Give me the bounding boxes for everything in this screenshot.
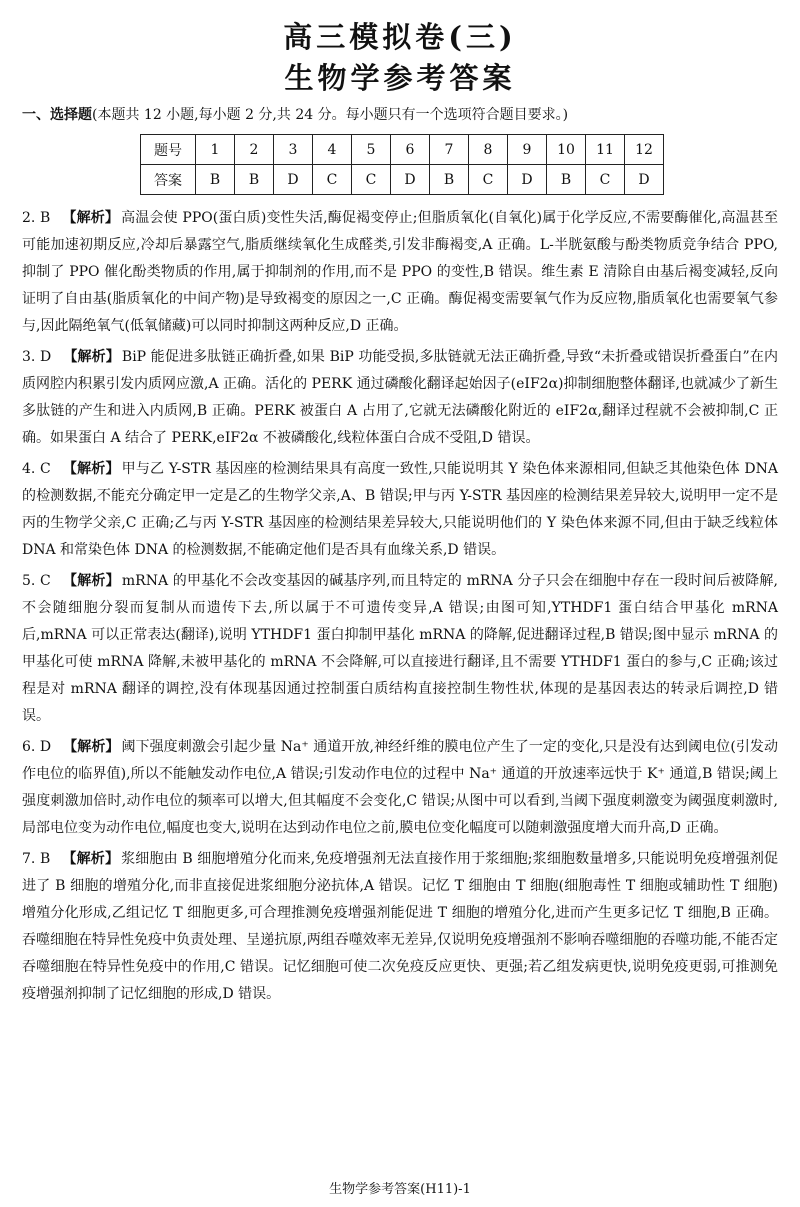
page-title: 高三模拟卷(三) [283, 20, 517, 54]
table-cell-number: 8 [469, 135, 508, 165]
table-cell-number: 9 [508, 135, 547, 165]
item-text: 阈下强度刺激会引起少量 Na⁺ 通道开放,神经纤维的膜电位产生了一定的变化,只是没有达到阈电位(引发动作电位的临界值),所以不能触发动作电位,A 错误;引发动作电位的过程中 Na⁺ 通道的开放速率远快于 K⁺ 通道,B 错误;阈上强度刺激加倍时,动作电位的频率可以增大,但其幅度不会变化,C 错误;从图中可以看到,当阈下强度刺激变为阈强度刺激时,局部电位变为动作电位,幅度也变大,说明在达到动作电位之前,膜电位变化幅度可以随刺激强度增大而升高,D 正确。 [22, 739, 778, 836]
item-number: 7. B [22, 851, 51, 867]
table-cell-number: 7 [430, 135, 469, 165]
table-cell-answer: C [469, 165, 508, 195]
item-number: 3. D [22, 349, 52, 365]
answer-table-answer-row [141, 165, 664, 195]
table-cell-answer: B [235, 165, 274, 195]
explanation-item [22, 846, 778, 1008]
section-instructions: (本题共 12 小题,每小题 2 分,共 24 分。每小题只有一个选项符合题目要求。) [92, 107, 569, 123]
explanation-item [22, 344, 778, 452]
table-cell-number: 5 [352, 135, 391, 165]
analysis-tag: 【解析】 [62, 210, 120, 226]
table-cell-answer: C [352, 165, 391, 195]
table-cell-number: 4 [313, 135, 352, 165]
answer-table [140, 134, 664, 195]
explanation-item [22, 734, 778, 842]
table-cell-answer: D [274, 165, 313, 195]
table-cell-answer: C [586, 165, 625, 195]
section-heading [22, 104, 778, 126]
item-text: 高温会使 PPO(蛋白质)变性失活,酶促褐变停止;但脂质氧化(自氧化)属于化学反应,不需要酶催化,高温甚至可能加速初期反应,冷却后暴露空气,脂质继续氧化生成醛类,引发非酶褐变,A 正确。L-半胱氨酸与酚类物质竞争结合 PPO,抑制了 PPO 催化酚类物质的作用,属于抑制剂的作用,而不是 PPO 的变性,B 错误。维生素 E 清除自由基后褐变减轻,反向证明了自由基(脂质氧化的中间产物)是导致褐变的原因之一,C 正确。酶促褐变需要氧气作为反应物,脂质氧化也需要氧气参与,因此隔绝氧气(低氧储藏)可以同时抑制这两种反应,D 正确。 [22, 210, 778, 334]
item-number: 5. C [22, 573, 51, 589]
explanation-item [22, 568, 778, 730]
table-cell-answer: B [430, 165, 469, 195]
item-number: 4. C [22, 461, 51, 477]
analysis-tag: 【解析】 [63, 349, 120, 365]
item-text: mRNA 的甲基化不会改变基因的碱基序列,而且特定的 mRNA 分子只会在细胞中存在一段时间后被降解,不会随细胞分裂而复制从而遗传下去,所以属于不可遗传变异,A 错误;由图可知,YTHDF1 蛋白结合甲基化 mRNA 后,mRNA 可以正常表达(翻译),说明 YTHDF1 蛋白抑制甲基化 mRNA 的降解,促进翻译过程,B 错误;图中显示 mRNA 的甲基化可使 mRNA 降解,未被甲基化的 mRNA 不会降解,可以直接进行翻译,且不需要 YTHDF1 蛋白的参与,C 正确;该过程是对 mRNA 翻译的调控,没有体现基因通过控制蛋白质结构直接控制生物性状,体现的是基因表达的转录后调控,D 错误。 [22, 573, 778, 724]
explanation-item [22, 205, 778, 340]
table-header-number: 题号 [141, 135, 196, 165]
table-cell-answer: D [508, 165, 547, 195]
analysis-tag: 【解析】 [63, 739, 120, 755]
section-label: 一、选择题 [22, 107, 92, 123]
table-cell-answer: D [391, 165, 430, 195]
table-cell-answer: B [196, 165, 235, 195]
table-cell-answer: D [625, 165, 664, 195]
analysis-tag: 【解析】 [62, 573, 120, 589]
table-cell-number: 2 [235, 135, 274, 165]
table-cell-number: 6 [391, 135, 430, 165]
table-cell-number: 12 [625, 135, 664, 165]
explanation-item [22, 456, 778, 564]
item-text: 甲与乙 Y-STR 基因座的检测结果具有高度一致性,只能说明其 Y 染色体来源相同,但缺乏其他染色体 DNA 的检测数据,不能充分确定甲一定是乙的生物学父亲,A、B 错误;甲与丙 Y-STR 基因座的检测结果差异较大,说明甲一定不是丙的生物学父亲,C 正确;乙与丙 Y-STR 基因座的检测结果差异较大,只能说明他们的 Y 染色体来源不同,但由于缺乏线粒体 DNA 和常染色体 DNA 的检测数据,不能确定他们是否具有血缘关系,D 错误。 [22, 461, 779, 558]
table-cell-number: 3 [274, 135, 313, 165]
item-number: 6. D [22, 739, 52, 755]
table-cell-number: 11 [586, 135, 625, 165]
analysis-tag: 【解析】 [62, 851, 120, 867]
item-text: BiP 能促进多肽链正确折叠,如果 BiP 功能受损,多肽链就无法正确折叠,导致“未折叠或错误折叠蛋白”在内质网腔内积累引发内质网应激,A 正确。活化的 PERK 通过磷酸化翻译起始因子(eIF2α)抑制细胞整体翻译,也就减少了新生多肽链的产生和进入内质网,B 正确。PERK 被蛋白 A 占用了,它就无法磷酸化附近的 eIF2α,翻译过程就不会被抑制,C 正确。如果蛋白 A 结合了 PERK,eIF2α 不被磷酸化,线粒体蛋白合成不受阻,D 错误。 [22, 349, 778, 446]
table-cell-number: 1 [196, 135, 235, 165]
table-cell-answer: B [547, 165, 586, 195]
item-number: 2. B [22, 210, 51, 226]
table-cell-number: 10 [547, 135, 586, 165]
answer-table-number-row [141, 135, 664, 165]
item-text: 浆细胞由 B 细胞增殖分化而来,免疫增强剂无法直接作用于浆细胞;浆细胞数量增多,只能说明免疫增强剂促进了 B 细胞的增殖分化,而非直接促进浆细胞分泌抗体,A 错误。记忆 T 细胞由 T 细胞(细胞毒性 T 细胞或辅助性 T 细胞)增殖分化形成,乙组记忆 T 细胞更多,可合理推测免疫增强剂能促进 T 细胞的增殖分化,进而产生更多记忆 T 细胞,B 正确。吞噬细胞在特异性免疫中负责处理、呈递抗原,两组吞噬效率无差异,仅说明免疫增强剂不影响吞噬细胞的吞噬功能,不能否定吞噬细胞在特异性免疫中的作用,C 错误。记忆细胞可使二次免疫反应更快、更强;若乙组发病更快,说明免疫更弱,可推测免疫增强剂抑制了记忆细胞的形成,D 错误。 [22, 851, 778, 1002]
table-cell-answer: C [313, 165, 352, 195]
page-subtitle: 生物学参考答案 [284, 61, 516, 95]
analysis-tag: 【解析】 [62, 461, 120, 477]
page-footer: 生物学参考答案(H11)-1 [329, 1182, 471, 1197]
table-header-answer: 答案 [141, 165, 196, 195]
